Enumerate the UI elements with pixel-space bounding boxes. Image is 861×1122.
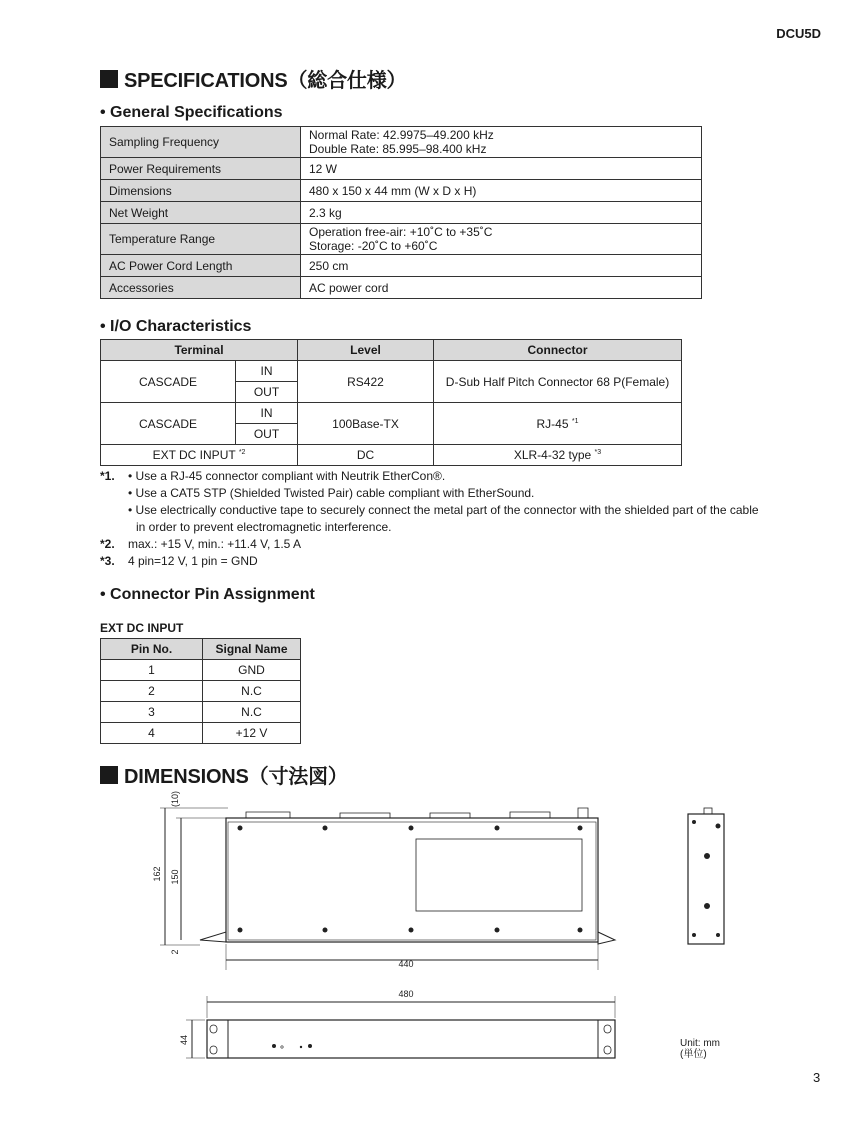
dim-label-150: 150	[170, 869, 180, 885]
level-value: RS422	[298, 361, 434, 403]
spec-key: Power Requirements	[101, 158, 301, 180]
front-view	[186, 996, 615, 1058]
terminal-text: EXT DC INPUT	[152, 448, 236, 462]
terminal-name: CASCADE	[101, 403, 236, 445]
header-signal: Signal Name	[203, 639, 301, 660]
unit-text: Unit: mm	[680, 1038, 720, 1049]
footnote-text: • Use a CAT5 STP (Shielded Twisted Pair) cable compliant with EtherSound.	[128, 486, 535, 500]
terminal-out: OUT	[236, 424, 298, 445]
rear-connector	[578, 808, 588, 818]
dim-label-2: 2	[170, 949, 180, 955]
footnote-ref: *2	[238, 449, 246, 456]
rack-ear-right	[598, 932, 615, 944]
rack-hole	[210, 1046, 217, 1054]
rack-ear-left	[200, 932, 226, 942]
general-spec-title: • General Specifications	[100, 104, 283, 121]
terminal-out: OUT	[236, 382, 298, 403]
pin-title: • Connector Pin Assignment	[100, 586, 315, 603]
connector-text: RJ-45	[536, 416, 569, 431]
spec-value-line: Normal Rate: 42.9975–49.200 kHz	[309, 128, 494, 142]
spec-value: AC power cord	[301, 277, 702, 299]
footnote-text: in order to prevent electromagnetic interference.	[136, 520, 392, 534]
terminal-in: IN	[236, 361, 298, 382]
io-title: • I/O Characteristics	[100, 318, 252, 335]
pin-no: 1	[101, 660, 203, 681]
spec-key: Net Weight	[101, 202, 301, 224]
top-view	[160, 808, 615, 970]
spec-heading-text: SPECIFICATIONS（総合仕様）	[124, 70, 407, 92]
spec-value: 250 cm	[301, 255, 702, 277]
spec-key: AC Power Cord Length	[101, 255, 301, 277]
dim-label-480: 480	[398, 989, 414, 999]
pin-no: 3	[101, 702, 203, 723]
dim-label-440: 440	[398, 959, 414, 969]
level-value: DC	[298, 445, 434, 466]
top-view-body	[226, 818, 598, 942]
dimensions-heading-text: DIMENSIONS（寸法図）	[124, 766, 348, 788]
rear-connector	[340, 813, 390, 818]
pin-signal: +12 V	[203, 723, 301, 744]
unit-label	[680, 1038, 720, 1060]
pin-signal: N.C	[203, 702, 301, 723]
side-view-body	[688, 814, 724, 944]
spec-value-line: Storage: -20˚C to +60˚C	[309, 239, 438, 253]
footnote-mark: *3.	[100, 554, 115, 568]
header-terminal: Terminal	[101, 340, 298, 361]
pin-no: 4	[101, 723, 203, 744]
top-panel-window	[416, 839, 582, 911]
spec-value: 480 x 150 x 44 mm (W x D x H)	[301, 180, 702, 202]
side-view-screws	[692, 820, 721, 937]
level-value: 100Base-TX	[298, 403, 434, 445]
rear-connector	[430, 813, 470, 818]
footnote-ref: *1	[571, 417, 579, 425]
footnote-text: • Use electrically conductive tape to securely connect the metal part of the connector with the shielded part of the cable	[128, 503, 759, 517]
dim-label-10: (10)	[170, 790, 180, 808]
pin-subtitle: EXT DC INPUT	[100, 621, 184, 635]
dim-label-44: 44	[179, 1034, 189, 1046]
pin-no: 2	[101, 681, 203, 702]
footnote-text: max.: +15 V, min.: +11.4 V, 1.5 A	[128, 537, 302, 551]
spec-value: 2.3 kg	[301, 202, 702, 224]
spec-key: Dimensions	[101, 180, 301, 202]
top-view-screws	[238, 826, 583, 933]
side-view-connector	[704, 808, 712, 814]
rear-connector	[246, 812, 290, 818]
rear-connector	[510, 812, 550, 818]
footnote-text: 4 pin=12 V, 1 pin = GND	[128, 554, 258, 568]
front-view-body	[207, 1020, 615, 1058]
dim-label-162: 162	[152, 866, 162, 882]
footnote-mark: *1.	[100, 469, 115, 483]
terminal-in: IN	[236, 403, 298, 424]
connector-value: D-Sub Half Pitch Connector 68 P(Female)	[434, 361, 682, 403]
spec-value-line: Double Rate: 85.995–98.400 kHz	[309, 142, 487, 156]
header-connector: Connector	[434, 340, 682, 361]
footnote-text: • Use a RJ-45 connector compliant with Neutrik EtherCon®.	[128, 469, 446, 483]
top-view-inner	[228, 822, 596, 940]
footnote-ref: *3	[594, 449, 602, 456]
rack-hole	[210, 1025, 217, 1033]
spec-key: Sampling Frequency	[101, 127, 301, 158]
connector-text: XLR-4-32 type	[513, 448, 592, 462]
spec-key: Temperature Range	[101, 224, 301, 255]
spec-key: Accessories	[101, 277, 301, 299]
rack-hole	[604, 1025, 611, 1033]
spec-value-line: Operation free-air: +10˚C to +35˚C	[309, 225, 493, 239]
footnote-mark: *2.	[100, 537, 115, 551]
pin-signal: N.C	[203, 681, 301, 702]
page-number: 3	[813, 1070, 821, 1085]
rack-hole	[604, 1046, 611, 1054]
terminal-name: CASCADE	[101, 361, 236, 403]
front-view-leds	[272, 1044, 312, 1048]
header-pin-no: Pin No.	[101, 639, 203, 660]
spec-value: 12 W	[301, 158, 702, 180]
header-level: Level	[298, 340, 434, 361]
pin-signal: GND	[203, 660, 301, 681]
model-name: DCU5D	[776, 26, 821, 41]
unit-text-jp: (単位)	[680, 1049, 707, 1060]
